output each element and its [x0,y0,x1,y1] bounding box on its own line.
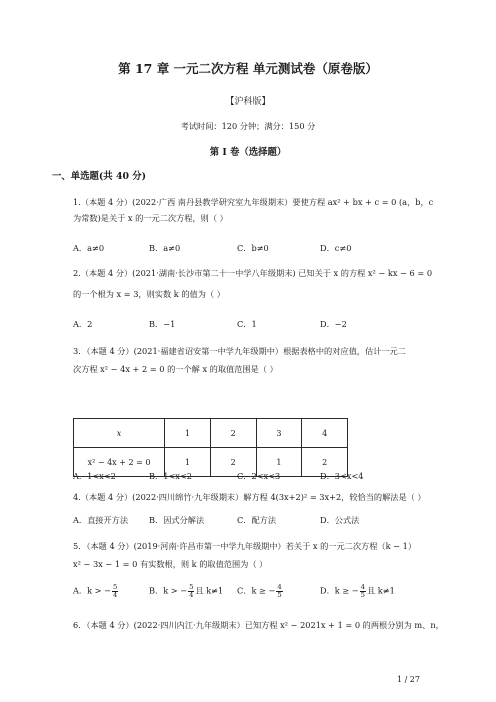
question-6-line-1: 6．（本题 4 分）(2022·四川内江·九年级期末）已知方程 x² − 2021x + 1 = 0 的两根分别为 m、n， [73,620,444,630]
q1-option-d: D．c≠0 [320,243,352,253]
fraction [112,584,118,599]
q2-option-a: A．2 [73,319,93,329]
value-table [73,418,348,477]
question-2-line-1: 2.（本题 4 分）(2021·湖南·长沙市第二十一中学八年级期末) 已知关于 x 的方程 x² − kx − 6 = 0 [73,268,433,278]
table-cell: 2 [210,419,256,448]
q1-option-a: A．a≠0 [73,243,105,253]
table-cell: 1 [256,448,302,477]
q4-option-a: A．直接开方法 [73,515,129,525]
q5-option-d-suffix: 且 k≠1 [366,585,395,596]
q4-option-c: C．配方法 [237,515,277,525]
q1-option-b: B．a≠0 [149,243,181,253]
question-1-line-2: 为常数)是关于 x 的一元二次方程，则（ ） [73,213,228,223]
numerator: 4 [277,583,282,591]
q4-option-d: D．公式法 [320,515,360,525]
q5-option-a-prefix: A．k > − [73,585,111,596]
q3-option-a: A．1<x<2 [73,471,116,481]
table-cell: x [74,419,165,448]
q5-option-d [320,584,395,599]
denominator: 5 [277,591,282,599]
page-number: 1 / 27 [396,675,420,684]
q2-option-c: C．1 [237,319,257,329]
fraction [360,584,366,599]
q1-option-c: C．b≠0 [237,243,269,253]
question-5-line-2: x² − 3x − 1 = 0 有实数根，则 k 的取值范围为（ ） [73,559,268,569]
edition-label: 【沪科版】 [225,97,271,107]
table-cell: 1 [165,419,211,448]
denominator: 4 [189,591,194,599]
q5-option-a [73,584,119,599]
section-heading: 一、单选题(共 40 分) [52,171,147,182]
table-cell: 2 [302,448,348,477]
q4-option-b: B．因式分解法 [149,515,205,525]
table-cell: 4 [302,419,348,448]
table-cell: x² − 4x + 2 = 0 [74,448,165,477]
document-title: 第 17 章 一元二次方程 单元测试卷（原卷版） [118,61,378,76]
q5-option-b-suffix: 且 k≠1 [195,585,224,596]
question-3-line-1: 3．（本题 4 分）(2021·福建省诏安第一中学九年级期中）根据表格中的对应值，估计一元二 [73,346,406,356]
numerator: 5 [113,583,118,591]
question-3-line-2: 次方程 x² − 4x + 2 = 0 的一个解 x 的取值范围是（ ） [73,364,278,374]
numerator: 5 [189,583,194,591]
numerator: 4 [360,583,365,591]
q3-option-b: B．1<x<2 [149,471,192,481]
question-2-line-2: 的一个根为 x = 3，则实数 k 的值为（ ） [73,289,225,299]
question-4-line-1: 4.（本题 4 分）(2022·四川绵竹·九年级期末）解方程 4(3x+2)² = 3x+2，较恰当的解法是（ ） [73,492,426,502]
q2-option-b: B．−1 [149,319,176,329]
q5-option-c-prefix: C．k ≥ − [237,585,276,596]
q5-option-b [149,584,223,599]
q5-option-d-prefix: D．k ≥ − [320,585,359,596]
table-cell: 2 [210,448,256,477]
denominator: 5 [360,591,365,599]
fraction [276,584,282,599]
fraction [188,584,194,599]
question-5-line-1: 5．（本题 4 分）(2019·河南·许昌市第一中学九年级期中）若关于 x 的一元二次方程（k − 1） [73,541,417,551]
table-row [74,419,348,448]
denominator: 4 [113,591,118,599]
q3-option-d: D．3<x<4 [320,471,364,481]
volume-heading: 第 I 卷（选择题） [209,147,287,158]
q3-option-c: C．2<x<3 [237,471,281,481]
table-cell: 1 [165,448,211,477]
q2-option-d: D．−2 [320,319,347,329]
exam-info: 考试时间：120 分钟；满分：150 分 [180,121,316,131]
q5-option-b-prefix: B．k > − [149,585,188,596]
q5-option-c [237,584,284,599]
table-cell: 3 [256,419,302,448]
question-1-line-1: 1.（本题 4 分）(2022·广西 南丹县教学研究室九年级期末）要使方程 ax² + bx + c = 0 (a，b，c [73,197,434,207]
